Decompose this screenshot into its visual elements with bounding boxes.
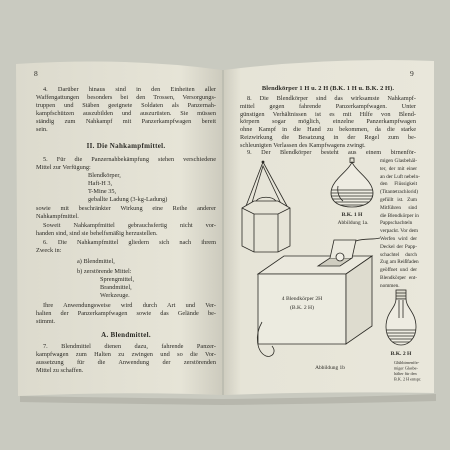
text-line: stimmt. <box>36 318 56 326</box>
text-line: 9. Der Blendkörper besteht aus einem birnenför- <box>247 149 416 156</box>
text-line: schachtel durch <box>380 251 417 258</box>
text-line: 5. Für die Panzernahbekämpfung stehen verschiedene <box>43 156 216 163</box>
text-line: Deckel der Papp- <box>380 243 417 250</box>
text-line: ständig zum Nahkampf mit Panzerkampfwagen bereit <box>36 118 216 126</box>
text-line: Reizwirkung die Besatzung in der Regel zum be- <box>240 133 416 141</box>
side-note-line: miger Glasbe- <box>394 365 418 371</box>
text-line: migen Glasbehäl- <box>380 158 417 164</box>
text-line: Mittel zu schaffen. <box>36 367 84 375</box>
text-line: kampfschützen auszubilden und auszurüsten. Sie müssen <box>36 110 216 118</box>
text-line: ter, der mit einer <box>380 165 417 172</box>
text-line: Nahkampfmittel. <box>36 212 79 220</box>
text-line: an der Luft nebeln- <box>380 173 420 180</box>
text-line: geöffnet und der <box>380 267 417 274</box>
figure-1b-caption: Abbildung 1b <box>315 365 345 371</box>
text-line: 6. Die Nahkampfmittel gliedern sich nach ihrem <box>43 239 216 246</box>
text-line: Ihre Anwendungsweise wird durch Art und Ver- <box>43 302 216 309</box>
text-line: 8. Die Blendkörper sind das wirksamste Nahkampf- <box>247 95 416 102</box>
text-line: Werfen wird der <box>380 235 417 242</box>
list-item: geballte Ladung (3-kg-Ladung) <box>88 196 168 204</box>
text-line: Soweit Nahkampfmittel gebrauchsfertig nicht vor- <box>43 222 216 229</box>
text-line: Mitführen sind <box>380 204 417 211</box>
glass-bulb-bk1h-illustration <box>330 158 374 207</box>
glass-bulb-bk2h-illustration <box>385 290 417 345</box>
list-item: Blendkörper, <box>88 172 121 180</box>
text-line: Mittel zur Verfügung: <box>36 164 91 172</box>
list-item: Werkzeuge. <box>100 292 130 300</box>
text-line: truppen und Stäben geeignete Soldaten als Panzernah- <box>36 102 216 110</box>
figure-1a-caption: Abbildung 1a. <box>337 220 369 226</box>
text-line: sowie mit beschränkter Wirkung eine Reihe anderer <box>36 204 216 212</box>
text-line: Pappschachteln <box>380 220 413 227</box>
text-line: ohne Kampf in die Hand zu bekommen, da die starke <box>240 126 416 134</box>
text-line: die Blendkörper in <box>380 212 419 219</box>
side-note-line: Glühbirnenför- <box>394 360 420 365</box>
list-item: b) zerstörende Mittel: <box>77 268 132 276</box>
list-item: Sprengmittel, <box>100 276 135 284</box>
list-item: a) Blendmittel, <box>77 258 115 265</box>
text-line: 7. Blendmittel dienen dazu, fahrende Panzer- <box>43 343 216 350</box>
list-item: Brandmittel, <box>100 284 132 292</box>
section-heading-blendkoerper: Blendkörper 1 H u. 2 H (B.K. 1 H u. B.K. 2 H). <box>261 85 395 92</box>
text-line: Zug am Reißfaden <box>380 259 419 266</box>
text-line: körpern sogar möglich, einzelne Panzerkampfwagen <box>240 118 416 126</box>
text-line: Zweck in: <box>36 247 62 255</box>
list-item: T-Mine 35, <box>88 188 117 196</box>
box-label-line-1: 4 Blendkörper 2H <box>281 296 323 302</box>
text-line: handen sind, sind sie behelfsmäßig herzustellen. <box>36 230 158 238</box>
text-line: schleunigten Verlassen des Kampfwagens zwingt. <box>240 141 366 149</box>
text-line: Blendkörper ent- <box>380 274 417 281</box>
text-line: nommen. <box>380 282 400 289</box>
list-item: Haft-H 3, <box>88 180 113 188</box>
text-line: Waffengattungen besonders bei den Trossen, Versorgungs- <box>36 94 216 102</box>
section-heading-nahkampfmittel: II. Die Nahkampfmittel. <box>86 142 166 150</box>
text-line: (Titantetrachlorid) <box>380 189 418 196</box>
text-line: sein. <box>36 126 48 134</box>
page-number-left: 8 <box>34 69 38 78</box>
text-line: halten der Panzerkampfwagen sowie das Gelände be- <box>36 310 216 318</box>
text-line: verpackt. Vor dem <box>380 228 418 235</box>
text-line: 4. Darüber hinaus sind in den Einheiten aller <box>43 86 216 93</box>
text-line: günstigen Verhältnissen ist es mit Hilfe von Blend- <box>240 110 416 118</box>
side-note-line: B.K. 2 H entspr. <box>394 376 422 382</box>
bk2h-label: B.K. 2 H <box>390 351 412 357</box>
cardboard-box-with-cord-illustration <box>242 161 290 252</box>
side-note-line: hälter für den <box>394 371 417 376</box>
text-line: aussetzung für die Anwendung der zerstörenden <box>36 359 216 367</box>
bk1h-label: B.K. 1 H <box>341 212 363 218</box>
text-line: mittel gegen fahrende Panzerkampfwagen. Unter <box>240 102 416 110</box>
text-line: den Flüssigkeit <box>380 181 417 188</box>
box-label-line-2: (B.K. 2 H) <box>290 305 314 311</box>
section-heading-blendmittel: A. Blendmittel. <box>101 331 151 339</box>
page-number-right: 9 <box>410 69 414 78</box>
text-line: kampfwagen zum Halten zu zwingen und so die Vor- <box>36 351 216 359</box>
text-line: gefüllt ist. Zum <box>380 196 417 203</box>
